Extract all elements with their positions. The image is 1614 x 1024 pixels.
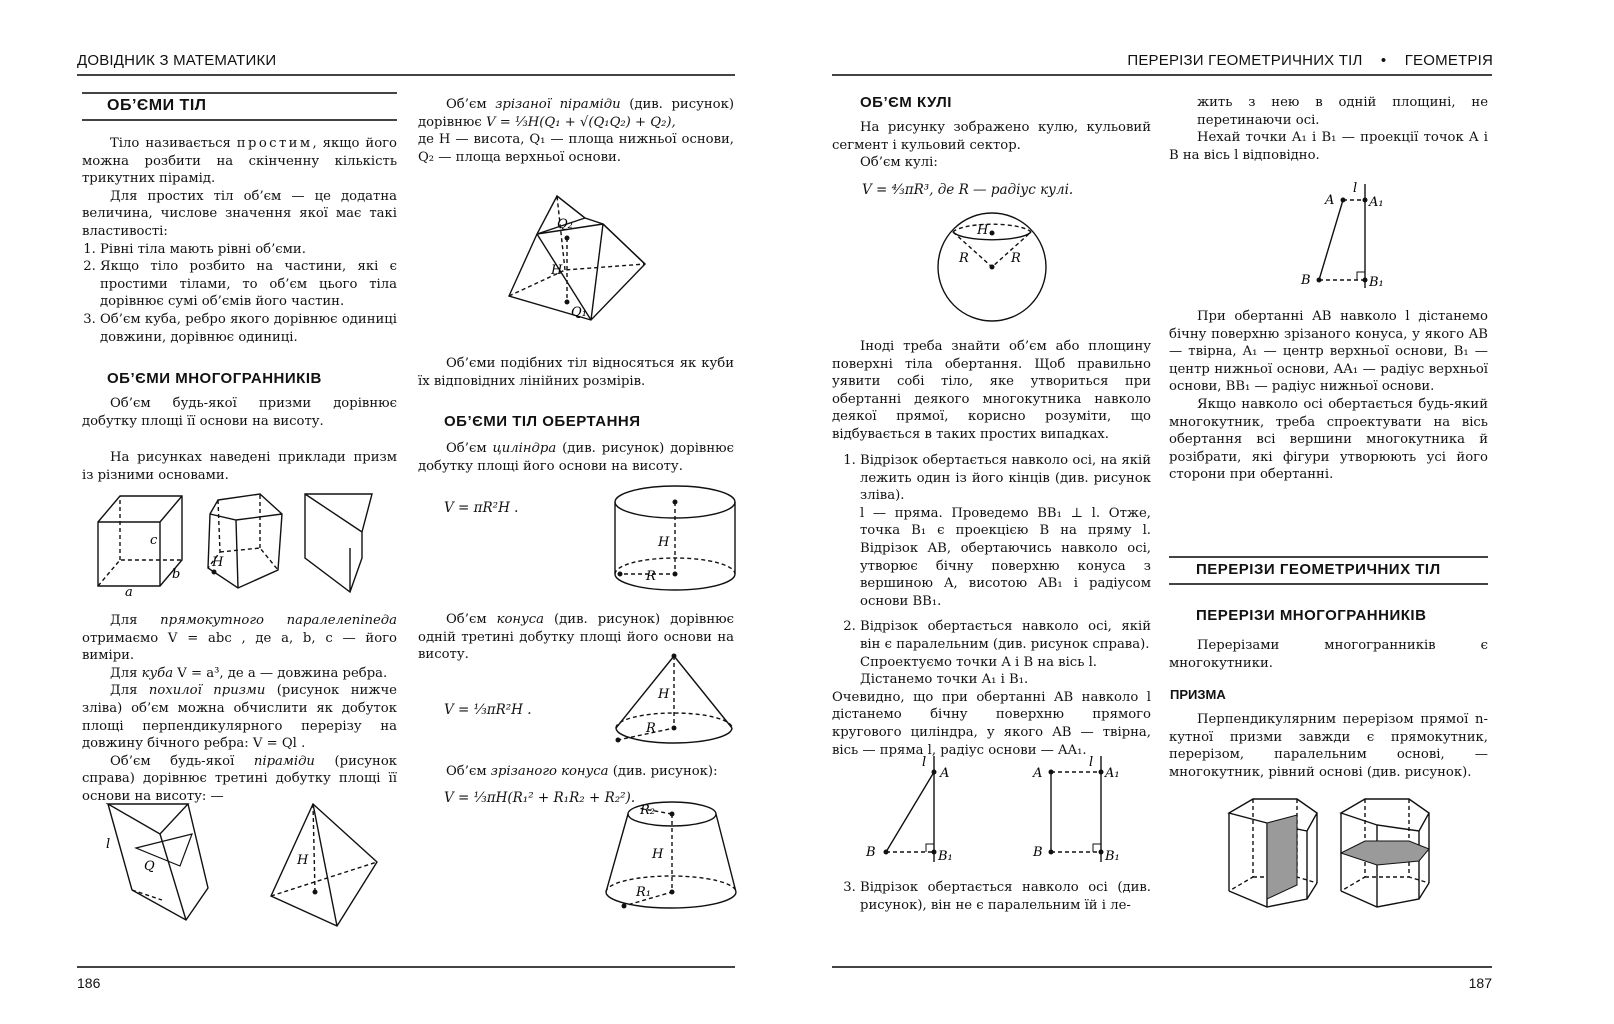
figure-point [1341, 198, 1346, 203]
figure-label-b: B [1301, 273, 1311, 288]
section-rule [1169, 583, 1488, 585]
col2-text-block-5: Об’єм зрізаного конуса (див. рисунок): [446, 764, 718, 779]
prisms-figure [90, 488, 390, 600]
figure-point [932, 850, 937, 855]
col1-text-block-2: Об’єм будь-якої призми дорівнює добутку площі її основи на висоту. [82, 396, 397, 429]
section-title-ball: ОБ’ЄМ КУЛІ [860, 94, 952, 111]
section-title-rotation-bodies: ОБ’ЄМИ ТІЛ ОБЕРТАННЯ [444, 413, 641, 430]
figure-label-l: l [1089, 755, 1094, 770]
col3-text-block-4 [832, 879, 1151, 914]
figure-point [990, 265, 995, 270]
figure-label-h: H [297, 853, 309, 868]
header-rule-left [77, 74, 735, 76]
formula-cone: V = ⅓πR²H . [444, 702, 532, 718]
figure-point [313, 890, 318, 895]
prism-sections-figure [1225, 795, 1440, 915]
figure-label-a1: A₁ [1369, 195, 1384, 210]
rotation-frustum-figure [1295, 180, 1395, 292]
list-item: 3. Об’єм куба, ребро якого дорівнює одиниці довжини, дорівнює одиниці. [100, 311, 397, 346]
section-title-volumes: ОБ’ЄМИ ТІЛ [107, 97, 207, 114]
figure-point [1363, 198, 1368, 203]
figure-point [1317, 278, 1322, 283]
header-right-dot: • [1380, 52, 1387, 69]
header-right-topic: ПЕРЕРІЗИ ГЕОМЕТРИЧНИХ ТІЛ [1127, 52, 1363, 69]
figure-label-b: b [172, 567, 181, 582]
figure-point [672, 726, 677, 731]
figure-label-l: l [922, 755, 927, 770]
figure-label-h: H [551, 263, 563, 278]
figure-point [670, 890, 675, 895]
figure-point [565, 236, 570, 241]
figure-label-r: R [959, 251, 969, 266]
figure-point [673, 500, 678, 505]
figure-point [673, 572, 678, 577]
figure-label-a: a [125, 585, 133, 600]
rotation-cone-figure [860, 752, 970, 868]
formula-ball: V = ⁴⁄₃πR³, де R — радіус кулі. [862, 182, 1074, 198]
figure-label-b1: B₁ [1105, 849, 1120, 864]
figure-label-a: A [1325, 193, 1335, 208]
figure-label-q2: Q₂ [557, 217, 573, 232]
col2-text-block-1: Об’єм зрізаної піраміди (див. рисунок) дорівнює V = ⅓H(Q₁ + √(Q₁Q₂) + Q₂), де H — висота, Q₁ — площа нижньої основи, Q₂ — площа верхньої основи. [418, 97, 734, 165]
header-right-section: ГЕОМЕТРІЯ [1404, 52, 1493, 69]
oblique-prism-figure [100, 800, 220, 932]
figure-label-r: R [646, 569, 656, 584]
section-title-polyhedra-sections: ПЕРЕРІЗИ МНОГОГРАННИКІВ [1196, 607, 1427, 624]
figure-label-a1: A₁ [1105, 766, 1120, 781]
footer-rule-left [77, 966, 735, 968]
figure-label-r1: R₁ [636, 885, 651, 900]
col4-text-block-1: жить з нею в одній площині, не перетинаючи осі. Нехай точки A₁ і B₁ — проекції точок A і B на вісь l відповідно. [1169, 95, 1488, 163]
figure-label-r: R [1011, 251, 1021, 266]
page-number-right: 187 [1468, 975, 1492, 991]
col4-text-block-2: При обертанні AB навколо l дістанемо бічну поверхню зрізаного конуса, у якого AB — твірна, A₁ — центр верхньої основи, B₁ — центр нижньої основи, AA₁ — радіус верхньої основи, BB₁ — радіус нижньої основи. Якщо навколо осі обертається будь-який многокутник, треба спроектувати на вісь обертання всі вершини многокутника й розібрати, які фігури утворюють усі його сторони при обертанні. [1169, 309, 1488, 483]
figure-label-b1: B₁ [938, 849, 953, 864]
cone-figure [612, 652, 737, 752]
subsection-title-prism: ПРИЗМА [1170, 687, 1226, 702]
figure-point [884, 850, 889, 855]
cylinder-figure [610, 482, 740, 602]
figure-label-h: H [658, 687, 670, 702]
col3-text-block-2: Іноді треба знайти об’єм або площину поверхні тіла обертання. Щоб правильно уявити собі тіло, яке утвориться при обертанні деякого многокутника навколо деякої прямої, корисно розуміти, що відбувається в таких простих випадках. [832, 339, 1151, 442]
figure-point [618, 572, 623, 577]
figure-point [616, 738, 621, 743]
col2-text-block-2: Об’єми подібних тіл відносяться як куби їх відповідних лінійних розмірів. [418, 356, 734, 389]
section-title-sections: ПЕРЕРІЗИ ГЕОМЕТРИЧНИХ ТІЛ [1196, 561, 1441, 578]
figure-point [672, 654, 677, 659]
figure-point [1049, 770, 1054, 775]
col2-text-block-3: Об’єм циліндра (див. рисунок) дорівнює добутку площі його основи на висоту. [418, 441, 734, 474]
figure-label-q1: Q₁ [571, 305, 587, 320]
list-item: 1. Відрізок обертається навколо осі, на якій лежить один із його кінців (див. рисунок зліва). [860, 452, 1151, 505]
section-title-polyhedra: ОБ’ЄМИ МНОГОГРАННИКІВ [107, 370, 322, 387]
figure-label-r: R [646, 721, 656, 736]
footer-rule-right [832, 966, 1492, 968]
figure-label-l: l [1353, 181, 1358, 196]
formula-truncated-cone: V = ⅓πH(R₁² + R₁R₂ + R₂²). [444, 790, 636, 806]
figure-label-c: c [150, 533, 158, 548]
section-rule [82, 119, 397, 121]
figure-label-b: B [1033, 845, 1043, 860]
formula-frustum: V = ⅓H(Q₁ + √(Q₁Q₂) + Q₂), [486, 114, 676, 130]
figure-point [990, 231, 995, 236]
col4-text-block-4: Перпендикулярним перерізом прямої n-кутної призми завжди є прямокутник, перерізом, паралельним основі, — многокутник, рівний основі (див. рисунок). [1169, 712, 1488, 780]
page-number-left: 186 [77, 975, 101, 991]
properties-list [82, 241, 397, 347]
list-item: 1. Рівні тіла мають рівні об’єми. [100, 241, 397, 259]
col2-text-block-4: Об’єм конуса (див. рисунок) дорівнює одній третині добутку площі його основи на висоту. [418, 612, 735, 663]
rotation-cylinder-figure [1025, 752, 1135, 868]
sphere-figure [935, 210, 1050, 325]
col1-text-block-3: На рисунках наведені приклади призм із різними основами. [82, 450, 397, 483]
col3-text-block-1: На рисунку зображено кулю, кульовий сегмент і кульовий сектор. Об’єм кулі: [832, 120, 1151, 171]
figure-point [1099, 850, 1104, 855]
figure-point [212, 570, 217, 575]
list-item: 2. Відрізок обертається навколо осі, якій він є паралельним (див. рисунок справа). [860, 618, 1151, 653]
col3-text-block-3: 1. Відрізок обертається навколо осі, на якій лежить один із його кінців (див. рисунок зліва). l — пряма. Проведемо BB₁ ⊥ l. Отже, точка B₁ є проекцією B на пряму l. Відрізок AB, обертаючись навколо осі, утворює бічну поверхню конуса з вершиною A, висотою AB₁ і радіусом основи BB₁. 2. Відрізок обертається навколо осі, якій він є паралельним (див. рисунок справа). Спроектуємо точки A і B на вісь l. Дістанемо точки A₁ і B₁. Очевидно, що при обертанні AB навколо l дістанемо бічну поверхню прямого кругового циліндра, у якого AB — твірна, вісь — пряма l, радіус основи — AA₁. [832, 452, 1151, 759]
truncated-pyramid-figure [505, 188, 650, 328]
col4-text-block-3: Перерізами многогранників є многокутники. [1169, 638, 1488, 671]
formula-cylinder: V = πR²H . [444, 500, 519, 516]
figure-label-l: l [106, 837, 111, 852]
section-rule [1169, 556, 1488, 558]
figure-point [670, 812, 675, 817]
truncated-cone-figure [600, 796, 740, 920]
list-item: 3. Відрізок обертається навколо осі (див. рисунок), він не є паралельним їй і ле- [860, 879, 1151, 914]
col1-text-block-4: Для прямокутного паралелепіпеда отримаємо V = abc , де a, b, c — його виміри. Для куба V = a³, де a — довжина ребра. Для похилої призми (рисунок нижче зліва) об’єм можна обчислити як добуток площі перпендикулярного перерізу на довжину бічного ребра: V = Ql . Об’єм будь-якої піраміди (рисунок справа) дорівнює третині добутку площі її основи на висоту: — [82, 613, 397, 804]
figure-point [932, 770, 937, 775]
header-left: ДОВІДНИК З МАТЕМАТИКИ [77, 52, 277, 69]
list-item: 2. Якщо тіло розбито на частини, які є простими тілами, то об’єм цього тіла дорівнює сумі об’ємів його частин. [100, 258, 397, 311]
header-right [1127, 52, 1493, 69]
figure-label-h: H [977, 223, 989, 238]
figure-point [565, 300, 570, 305]
figure-label-a: A [1033, 766, 1043, 781]
section-rule [82, 92, 397, 94]
figure-label-h: H [658, 535, 670, 550]
figure-label-r2: R₂ [640, 803, 655, 818]
pyramid-figure [265, 800, 385, 932]
col1-text-block-1: Тіло називається простим, якщо його можна розбити на скінченну кількість трикутних пірамід. Для простих тіл об’єм — це додатна величина, числове значення якої має такі властивості: 1. Рівні тіла мають рівні об’єми. 2. Якщо тіло розбито на частини, які є простими тілами, то об’єм цього тіла дорівнює сумі об’ємів його частин. 3. Об’єм куба, ребро якого дорівнює одиниці довжини, дорівнює одиниці. [82, 135, 397, 346]
figure-point [1099, 770, 1104, 775]
figure-label-b: B [866, 845, 876, 860]
figure-point [1049, 850, 1054, 855]
figure-point [1363, 278, 1368, 283]
header-rule-right [832, 74, 1492, 76]
figure-label-q: Q [144, 859, 155, 874]
figure-label-h: H [652, 847, 664, 862]
figure-point [622, 904, 627, 909]
figure-label-h: H [212, 555, 224, 570]
figure-label-a: A [940, 766, 950, 781]
figure-label-b1: B₁ [1369, 275, 1384, 290]
